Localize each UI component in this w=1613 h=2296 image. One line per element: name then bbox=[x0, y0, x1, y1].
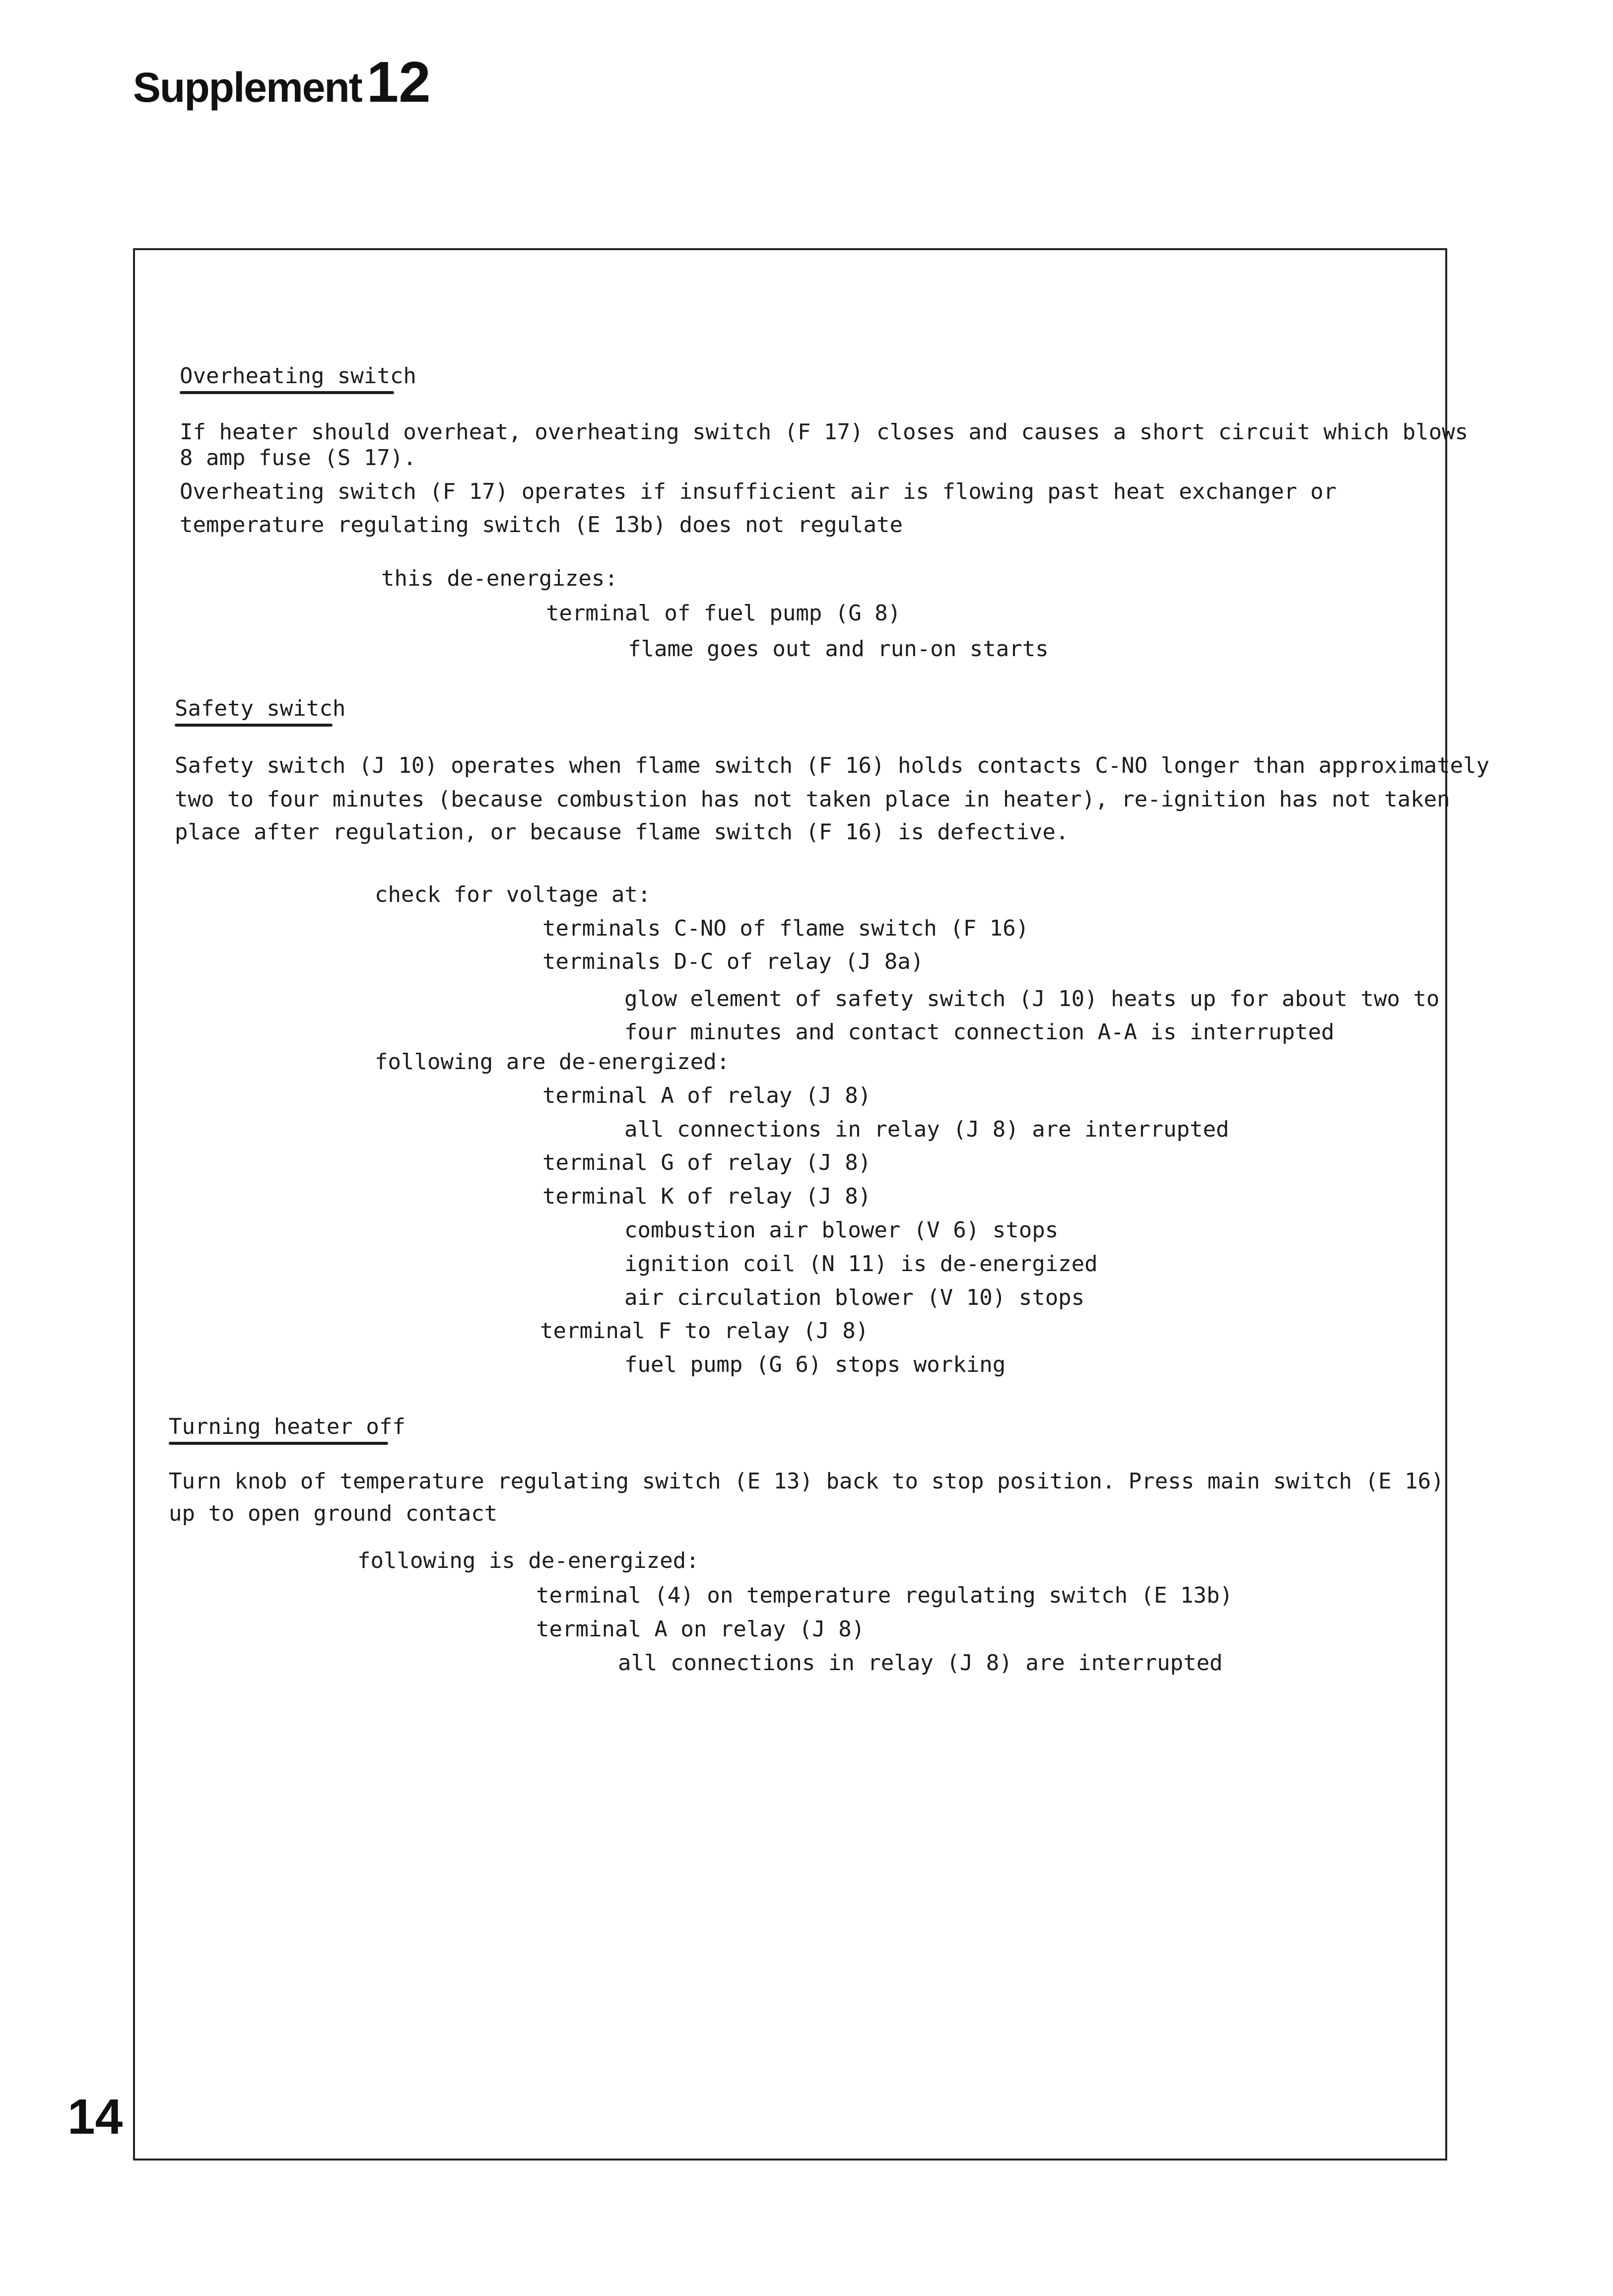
text-line: terminals C-NO of flame switch (F 16) bbox=[542, 916, 1029, 941]
text-line: If heater should overheat, overheating switch (F 17) closes and causes a short circuit which blows bbox=[180, 419, 1469, 445]
text-line: glow element of safety switch (J 10) heats up for about two to bbox=[624, 986, 1440, 1012]
text-line: check for voltage at: bbox=[375, 882, 651, 907]
supplement-number: 12 bbox=[366, 50, 431, 114]
text-line: Overheating switch (F 17) operates if insufficient air is flowing past heat exchanger or bbox=[180, 479, 1337, 504]
text-line: terminal A of relay (J 8) bbox=[542, 1083, 872, 1108]
text-line: all connections in relay (J 8) are interrupted bbox=[618, 1650, 1223, 1676]
text-line: fuel pump (G 6) stops working bbox=[624, 1352, 1006, 1377]
text-line: terminal A on relay (J 8) bbox=[536, 1617, 865, 1642]
text-line: terminal G of relay (J 8) bbox=[542, 1150, 872, 1175]
text-line: terminals D-C of relay (J 8a) bbox=[542, 949, 924, 974]
text-line: ignition coil (N 11) is de-energized bbox=[624, 1251, 1098, 1277]
page-number: 14 bbox=[67, 2089, 123, 2145]
text-line: place after regulation, or because flame switch (F 16) is defective. bbox=[175, 819, 1069, 845]
text-line: air circulation blower (V 10) stops bbox=[624, 1285, 1085, 1310]
text-line: Turn knob of temperature regulating switch (E 13) back to stop position. Press main switch (E 16) bbox=[169, 1469, 1444, 1494]
heading-overheating-switch: Overheating switch bbox=[180, 363, 416, 389]
supplement-title bbox=[133, 49, 431, 115]
text-line: following is de-energized: bbox=[357, 1548, 699, 1573]
heading-underline bbox=[169, 1442, 388, 1445]
text-line: all connections in relay (J 8) are interrupted bbox=[624, 1117, 1229, 1142]
text-line: terminal of fuel pump (G 8) bbox=[546, 601, 901, 626]
text-line: four minutes and contact connection A-A is interrupted bbox=[624, 1019, 1335, 1045]
heading-safety-switch: Safety switch bbox=[175, 696, 346, 721]
text-line: Safety switch (J 10) operates when flame switch (F 16) holds contacts C-NO longer than approximately bbox=[175, 753, 1490, 778]
text-line: terminal K of relay (J 8) bbox=[542, 1184, 872, 1209]
supplement-word: Supplement bbox=[133, 64, 362, 111]
heading-underline bbox=[175, 724, 333, 727]
heading-underline bbox=[180, 391, 394, 394]
text-line: following are de-energized: bbox=[375, 1049, 730, 1075]
text-line: two to four minutes (because combustion has not taken place in heater), re-ignition has not taken bbox=[175, 787, 1450, 812]
text-line: terminal F to relay (J 8) bbox=[540, 1318, 869, 1344]
text-line: temperature regulating switch (E 13b) does not regulate bbox=[180, 512, 903, 538]
text-line: combustion air blower (V 6) stops bbox=[624, 1217, 1059, 1243]
text-line: up to open ground contact bbox=[169, 1501, 498, 1526]
text-line: terminal (4) on temperature regulating switch (E 13b) bbox=[536, 1583, 1233, 1608]
text-line: this de-energizes: bbox=[381, 566, 618, 591]
text-line: 8 amp fuse (S 17). bbox=[180, 445, 416, 471]
text-line: flame goes out and run-on starts bbox=[628, 636, 1049, 662]
heading-turning-heater-off: Turning heater off bbox=[169, 1414, 405, 1439]
